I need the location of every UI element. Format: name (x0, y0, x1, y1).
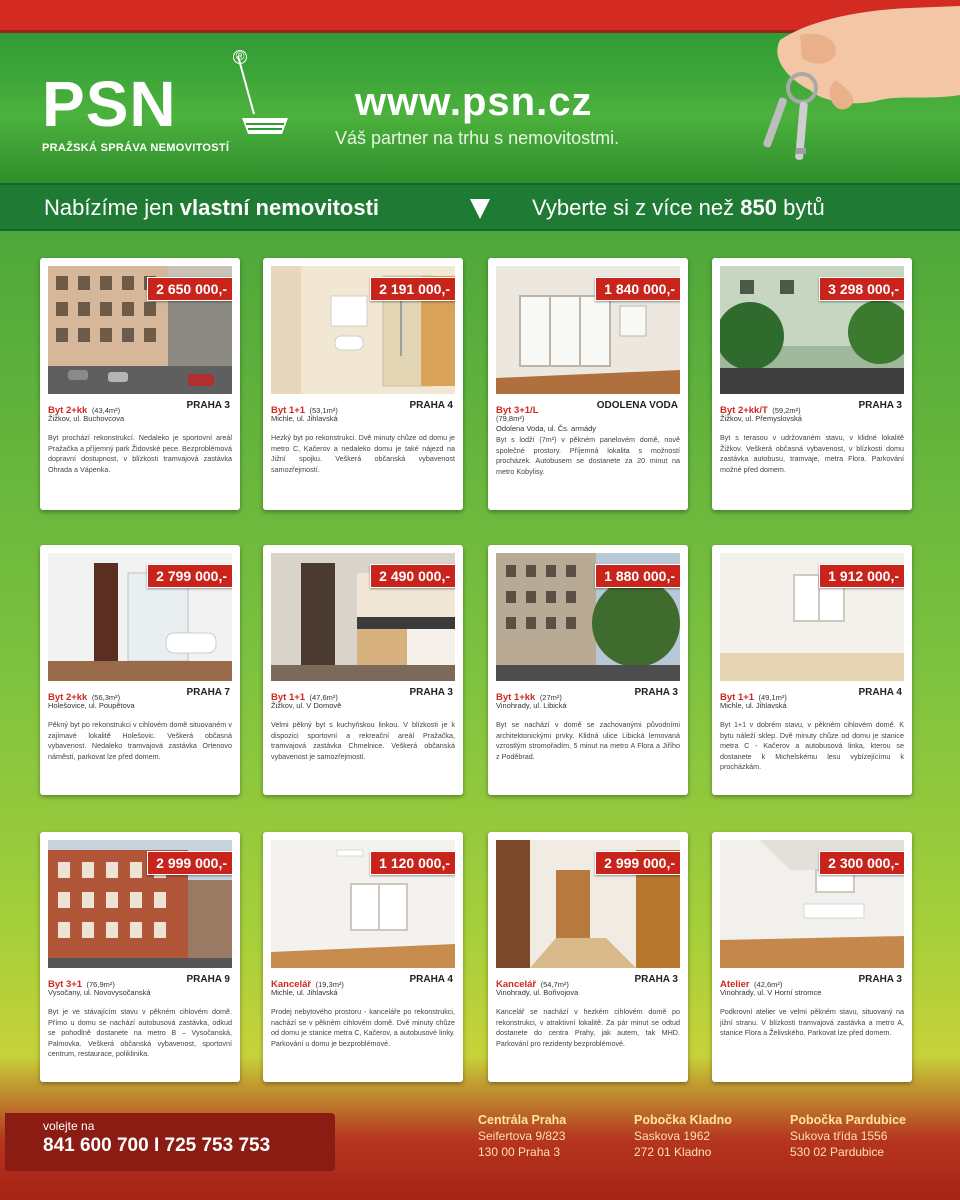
listing-type: Atelier (720, 979, 750, 990)
price-tag: 2 650 000,- (147, 277, 232, 301)
listing-photo (48, 266, 232, 394)
listing-street: Žižkov, ul. Buchovcova (48, 414, 125, 423)
offer-right-text (532, 195, 825, 221)
listing-city: PRAHA 4 (409, 400, 453, 411)
listing-description: Prodej nebytového prostoru - kanceláře po rekonstrukci, nachází se v pěkném cihlovém domě. Dvě minuty chůze od domu je stanice metra C, Kačerov, a autobusové linky. Parkování u domu je bezproblémové. (271, 1007, 455, 1048)
offer-right-suffix: bytů (777, 195, 825, 220)
listing-type: Kancelář (271, 979, 312, 990)
listing-city: PRAHA 3 (409, 687, 453, 698)
branch-title: Pobočka Kladno (634, 1113, 732, 1127)
listing-card[interactable] (40, 545, 240, 795)
listing-city: PRAHA 4 (858, 687, 902, 698)
branch-title: Pobočka Pardubice (790, 1113, 907, 1127)
listing-photo (496, 553, 680, 681)
listing-type: Byt 2+kk (48, 405, 88, 416)
listing-photo (271, 840, 455, 968)
branch-city: 130 00 Praha 3 (478, 1145, 561, 1159)
listing-area: (47,6m²) (309, 693, 338, 702)
listing-header (496, 974, 680, 990)
listing-type: Byt 1+1 (271, 692, 306, 703)
listing-photo (496, 266, 680, 394)
listing-city: PRAHA 9 (186, 974, 230, 985)
listing-description: Byt 1+1 v dobrém stavu, v pěkném cihlovém domě. K bytu náleží sklep. Dvě minuty chůze od domu je stanice metra C - Kačerov a autobusová linka, kterou se dostanete k Michelskému lesu vybízejícímu k procházkám. (720, 720, 904, 772)
listing-description: Hezký byt po rekonstrukci. Dvě minuty chůze od domu je metro C, Kačerov a nedaleko domu je také nájezd na Jižní spojku. Veškerá občanská vybavenost samozřejmostí. (271, 433, 455, 474)
call-box[interactable] (5, 1113, 335, 1171)
branch-city: 272 01 Kladno (634, 1145, 712, 1159)
listing-photo (720, 553, 904, 681)
listing-city: PRAHA 3 (858, 400, 902, 411)
offer-bar (0, 183, 960, 231)
listing-header (48, 974, 232, 990)
price-tag: 2 799 000,- (147, 564, 232, 588)
branch-prague (478, 1113, 566, 1159)
logo-subtitle: PRAŽSKÁ SPRÁVA NEMOVITOSTÍ (42, 142, 230, 154)
listing-city: ODOLENA VODA (596, 400, 678, 411)
price-tag: 1 912 000,- (819, 564, 904, 588)
price-tag: 2 999 000,- (595, 851, 680, 875)
offer-left-text (44, 195, 379, 221)
listing-photo (48, 553, 232, 681)
listing-area: (56,3m²) (91, 693, 121, 702)
branch-address: Saskova 1962 (634, 1129, 711, 1143)
call-label: volejte na (43, 1119, 95, 1133)
psn-logo[interactable] (42, 49, 252, 162)
listing-city: PRAHA 3 (634, 687, 678, 698)
registered-mark: ® (233, 50, 247, 64)
listing-city: PRAHA 4 (409, 974, 453, 985)
listing-area-line: (79,8m²) (496, 414, 525, 423)
branch-title: Centrála Praha (478, 1113, 567, 1127)
listing-type: Byt 1+1 (720, 692, 755, 703)
listing-header (271, 400, 455, 416)
listing-card[interactable] (712, 258, 912, 510)
listing-street: Holešovice, ul. Poupětova (48, 701, 135, 710)
listing-type: Byt 3+1/L (496, 405, 539, 416)
listing-card[interactable] (263, 258, 463, 510)
listing-header (496, 687, 680, 703)
listing-description: Velmi pěkný byt s kuchyňskou linkou. V blízkosti je k dispozici sportovní a rekreační areál Pražačka, tramvajová zastávka Chmelnice. Veškerá občanská vybavenost je samozřejmostí. (271, 720, 455, 761)
listing-city: PRAHA 3 (858, 974, 902, 985)
price-tag: 2 999 000,- (147, 851, 232, 875)
listing-photo (271, 553, 455, 681)
listing-description: Byt je ve stávajícím stavu v pěkném cihlovém domě. Přímo u domu se nachází autobusová zastávka, odkud se pohodlně dostanete na metro B – Vysočanská, Palmovka. Veškerá občanská vybavenost, sportovní centrum, restaurace, poliklinika. (48, 1007, 232, 1059)
listing-area: (54,7m²) (540, 980, 569, 989)
price-tag: 1 880 000,- (595, 564, 680, 588)
offer-left-prefix: Nabízíme jen (44, 195, 180, 220)
listing-header (271, 974, 455, 990)
listing-area: (27m²) (539, 693, 562, 702)
phone-numbers[interactable]: 841 600 700 I 725 753 753 (43, 1135, 271, 1156)
listing-header (720, 974, 904, 990)
listing-street: Žižkov, ul. V Domově (271, 701, 342, 710)
listing-area: (43,4m²) (91, 406, 121, 415)
listing-header (271, 687, 455, 703)
listing-header (48, 400, 232, 416)
offer-right-count: 850 (740, 195, 777, 220)
price-tag: 2 490 000,- (370, 564, 455, 588)
listing-card[interactable] (263, 832, 463, 1082)
listing-card[interactable] (263, 545, 463, 795)
listing-street: Žižkov, ul. Přemyslovská (720, 414, 802, 423)
listing-street: Vinohrady, ul. Libická (496, 701, 567, 710)
listing-card[interactable] (40, 258, 240, 510)
price-tag: 3 298 000,- (819, 277, 904, 301)
branch-kladno (634, 1113, 732, 1159)
footer (0, 1093, 960, 1200)
listing-card[interactable] (712, 832, 912, 1082)
price-tag: 2 191 000,- (370, 277, 455, 301)
listing-description: Byt prochází rekonstrukcí. Nedaleko je sportovní areál Pražačka a příjemný park Židovské pece. Bezproblémová dopravní dostupnost, v blízkosti tramvajová zastávka Ohrada a Vápenka. (48, 433, 232, 474)
listing-description: Byt se nachází v domě se zachovanými původními architektonickými prvky. Klidná ulice Libická lemovaná vzrostlým stromořadím, 5 minut na metro A Flora a Jiřího z Poděbrad. (496, 720, 680, 761)
listing-card[interactable] (488, 258, 688, 510)
listing-type: Byt 1+kk (496, 692, 536, 703)
listing-type: Byt 2+kk (48, 692, 88, 703)
listing-card[interactable] (488, 545, 688, 795)
listing-header (48, 687, 232, 703)
listing-type: Kancelář (496, 979, 537, 990)
branch-pardubice (790, 1113, 906, 1159)
listing-area: (53,1m²) (309, 406, 338, 415)
offer-right-prefix: Vyberte si z více než (532, 195, 741, 220)
listing-street: Vinohrady, ul. V Horní stromce (720, 988, 822, 997)
listing-card[interactable] (40, 832, 240, 1082)
listing-card[interactable] (712, 545, 912, 795)
listing-street: Michle, ul. Jihlavská (720, 701, 787, 710)
price-tag: 2 300 000,- (819, 851, 904, 875)
hand-with-keys-icon (740, 0, 960, 180)
listing-photo (48, 840, 232, 968)
listing-photo (720, 266, 904, 394)
listing-header (496, 400, 680, 416)
listing-city: PRAHA 3 (634, 974, 678, 985)
price-tag: 1 840 000,- (595, 277, 680, 301)
listing-description: Byt s lodží (7m²) v pěkném panelovém domě, nově společné prostory. Příjemná lokalita s možností procházek. Autobusem se dostanete za 20 minut na metro Kobylisy. (496, 435, 680, 476)
listing-area: (49,1m²) (758, 693, 787, 702)
listing-city: PRAHA 7 (186, 687, 230, 698)
tagline: Váš partner na trhu s nemovitostmi. (335, 128, 620, 148)
listing-description: Kancelář se nachází v hezkém cihlovém domě po rekonstrukci, v atraktivní lokalitě. Za pár minut se odtud dostanete do centra Prahy, jak autem, tak MHD. Parkování pro rezidenty bezproblémové. (496, 1007, 680, 1048)
offer-left-bold: vlastní nemovitosti (179, 195, 380, 220)
listing-photo (496, 840, 680, 968)
price-tag: 1 120 000,- (370, 851, 455, 875)
branch-city: 530 02 Pardubice (790, 1145, 885, 1159)
listing-description: Pěkný byt po rekonstrukci v cihlovém domě situovaném v zajímavé lokalitě Holešovic. Veškerá občasná vybavenost. Nedaleko tramvajová zastávka Ortenovo náměstí, parkovat lze před domem. (48, 720, 232, 761)
listing-photo (720, 840, 904, 968)
listing-header (720, 687, 904, 703)
listing-street: Vysočany, ul. Novovysočanská (48, 988, 151, 997)
listing-type: Byt 3+1 (48, 979, 83, 990)
listing-street: Odolena Voda, ul. Čs. armády (496, 424, 597, 433)
arrow-down-icon (468, 197, 492, 221)
listing-type: Byt 2+kk/T (720, 405, 768, 416)
listing-description: Byt s terasou v udržovaném stavu, v klidné lokalitě Žižkov. Veškerá občasná vybavenost, v blízkosti domu zastávka autobusu, tramvaje, metra Flora. Parkování možné před domem. (720, 433, 904, 474)
listing-description: Podkrovní atelier ve velmi pěkném stavu, situovaný na jižní stranu. V blízkosti tramvajová zastávka a metro A, stanice Flora a Želivského. Parkovat lze před domem. (720, 1007, 904, 1038)
logo-text: PSN (42, 68, 177, 140)
listing-street: Michle, ul. Jihlavská (271, 988, 338, 997)
listing-area: (76,9m²) (86, 980, 115, 989)
listing-area: (19,3m²) (315, 980, 344, 989)
listing-street: Vinohrady, ul. Bořivojova (496, 988, 579, 997)
listing-area: (42,6m²) (754, 980, 783, 989)
listing-area: (59,2m²) (772, 406, 801, 415)
roof-antenna-icon (196, 54, 288, 138)
branch-address: Sukova třída 1556 (790, 1129, 888, 1143)
listing-card[interactable] (488, 832, 688, 1082)
listing-city: PRAHA 3 (186, 400, 230, 411)
site-url[interactable]: www.psn.cz (355, 80, 593, 124)
listing-header (720, 400, 904, 416)
listing-type: Byt 1+1 (271, 405, 306, 416)
listing-street: Michle, ul. Jihlavská (271, 414, 338, 423)
branch-address: Seifertova 9/823 (478, 1129, 566, 1143)
listing-photo (271, 266, 455, 394)
